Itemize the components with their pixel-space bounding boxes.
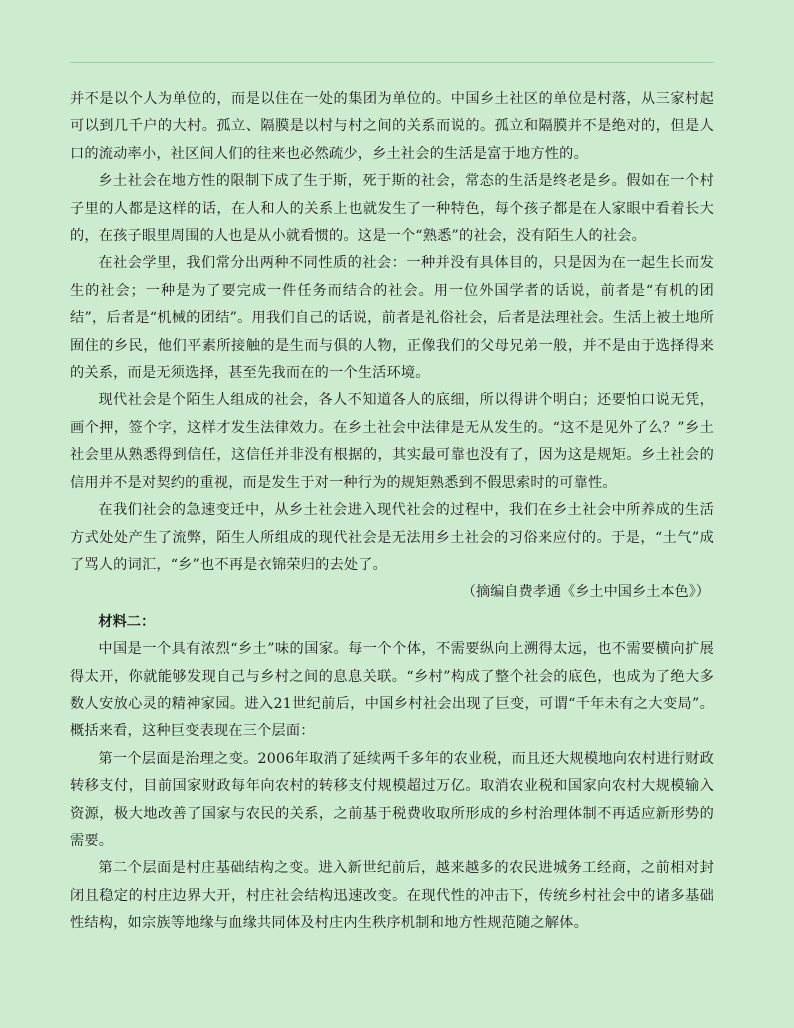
material-one [70, 86, 714, 607]
paragraph: 在社会学里，我们常分出两种不同性质的社会：一种并没有具体目的，只是因为在一起生长而发生的社会；一种是为了要完成一件任务而结合的社会。用一位外国学者的话说，前者是“有机的团结”，后者是“机械的团结”。用我们自己的话说，前者是礼俗社会，后者是法理社会。生活上被土地所囿住的乡民，他们平素所接触的是生而与俱的人物，正像我们的父母兄弟一般，并不是由于选择得来的关系，而是无须选择，甚至先我而在的一个生活环境。 [70, 255, 714, 382]
paragraph: 现代社会是个陌生人组成的社会，各人不知道各人的底细，所以得讲个明白；还要怕口说无凭，画个押，签个字，这样才发生法律效力。在乡土社会中法律是无从发生的。“这不是见外了么？”乡土社会里从熟悉得到信任，这信任并非没有根据的，其实最可靠也没有了，因为这是规矩。乡土社会的信用并不是对契约的重视，而是发生于对一种行为的规矩熟悉到不假思索时的可靠性。 [70, 392, 714, 491]
header-rule [70, 62, 714, 63]
paragraph: 中国是一个具有浓烈“乡土”味的国家。每一个个体，不需要纵向上溯得太远，也不需要横向扩展得太开，你就能够发现自己与乡村之间的息息关联。“乡村”构成了整个社会的底色，也成为了绝大多数人安放心灵的精神家园。进入21世纪前后，中国乡村社会出现了巨变，可谓“千年未有之大变局”。概括来看，这种巨变表现在三个层面： [70, 641, 714, 740]
source-citation: （摘编自费孝通《乡土中国乡土本色》） [461, 584, 710, 601]
paragraph: 乡土社会在地方性的限制下成了生于斯，死于斯的社会，常态的生活是终老是乡。假如在一个村子里的人都是这样的话，在人和人的关系上也就发生了一种特色，每个孩子都是在人家眼中看着长大的，在孩子眼里周围的人也是从小就看惯的。这是一个“熟悉”的社会，没有陌生人的社会。 [70, 173, 714, 245]
section-heading: 材料二： [98, 613, 156, 630]
paragraph: 在我们社会的急速变迁中，从乡土社会进入现代社会的过程中，我们在乡土社会中所养成的生活方式处处产生了流弊，陌生人所组成的现代社会是无法用乡土社会的习俗来应付的。于是，“土气”成了骂人的词汇，“乡”也不再是衣锦荣归的去处了。 [70, 502, 714, 573]
material-two [70, 609, 714, 938]
paragraph: 第一个层面是治理之变。2006年取消了延续两千多年的农业税，而且还大规模地向农村进行财政转移支付，目前国家财政每年向农村的转移支付规模超过万亿。取消农业税和国家向农村大规模输入资源，极大地改善了国家与农民的关系，之前基于税费收取所形成的乡村治理体制不再适应新形势的需要。 [70, 750, 714, 849]
paragraph-continued: 并不是以个人为单位的，而是以住在一处的集团为单位的。中国乡土社区的单位是村落，从三家村起可以到几千户的大村。孤立、隔膜是以村与村之间的关系而说的。孤立和隔膜并不是绝对的，但是人口的流动率小，社区间人们的往来也必然疏少，乡土社会的生活是富于地方性的。 [70, 91, 714, 162]
paragraph: 第二个层面是村庄基础结构之变。进入新世纪前后，越来越多的农民进城务工经商，之前相对封闭且稳定的村庄边界大开，村庄社会结构迅速改变。在现代性的冲击下，传统乡村社会中的诸多基础性结构，如宗族等地缘与血缘共同体及村庄内生秩序机制和地方性规范随之解体。 [70, 860, 714, 932]
